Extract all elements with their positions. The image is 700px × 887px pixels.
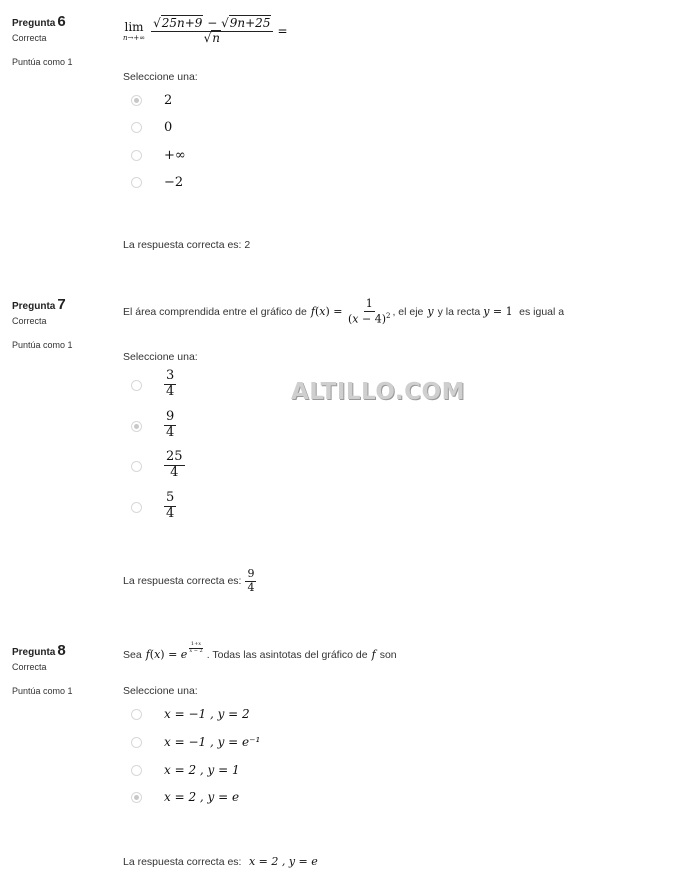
answer-option[interactable] bbox=[123, 704, 423, 724]
correct-answer-feedback bbox=[123, 568, 256, 594]
answer-option[interactable] bbox=[123, 490, 423, 526]
feedback-text: La respuesta correcta es: bbox=[123, 575, 242, 588]
denominator: 4 bbox=[166, 383, 175, 399]
denominator: 4 bbox=[170, 464, 179, 480]
question-number-value: 7 bbox=[57, 296, 66, 313]
question-prompt: El área comprendida entre el gráfico de f ( x ) = $\frac{1}{(x - 4)^2}$ , el eje y y la recta y = 1 es igual a bbox=[123, 297, 565, 326]
radio-button[interactable] bbox=[131, 421, 142, 432]
prompt-text: , el eje bbox=[392, 305, 424, 318]
answer-option[interactable] bbox=[123, 117, 423, 137]
correct-answer-feedback bbox=[123, 852, 318, 870]
radio-button[interactable] bbox=[131, 709, 142, 720]
answer-option[interactable] bbox=[123, 368, 423, 404]
option-label: 0 bbox=[164, 119, 173, 135]
option-label: x = 2 , y = e bbox=[164, 790, 240, 804]
option-fraction bbox=[164, 369, 176, 400]
question-prompt-formula: lim n→+∞ $\frac{√25n+9 - √9n+25}{√n}$ = bbox=[123, 16, 288, 45]
radio-button[interactable] bbox=[131, 737, 142, 748]
question-label: Pregunta bbox=[12, 301, 56, 312]
numerator: 3 bbox=[166, 368, 175, 383]
feedback-text: La respuesta correcta es: bbox=[123, 856, 242, 868]
question-info bbox=[12, 11, 112, 67]
option-fraction bbox=[164, 491, 176, 522]
question-number-value: 8 bbox=[57, 642, 66, 659]
prompt-text: El área comprendida entre el gráfico de bbox=[123, 305, 307, 318]
option-fraction bbox=[164, 450, 185, 481]
question-number bbox=[12, 640, 112, 662]
answer-option[interactable] bbox=[123, 145, 423, 165]
watermark: ALTILLO.COM bbox=[291, 379, 465, 405]
numerator: 9 bbox=[247, 567, 255, 580]
question-state: Correcta bbox=[12, 662, 47, 672]
function-fraction: $\frac{1}{(x - 4)^2}$ bbox=[347, 297, 391, 326]
question-info bbox=[12, 640, 112, 696]
question-grade: Puntúa como 1 bbox=[12, 57, 73, 67]
select-label: Seleccione una: bbox=[123, 351, 198, 363]
radio-button[interactable] bbox=[131, 177, 142, 188]
question-prompt: Sea f ( x ) = e $\frac{1+x}{x - 2}$ . Todas las asintotas del gráfico de f son bbox=[123, 641, 397, 661]
answer-option[interactable] bbox=[123, 172, 423, 192]
prompt-text: y la recta bbox=[437, 305, 481, 318]
option-label: x = −1 , y = e⁻¹ bbox=[164, 735, 261, 749]
numerator: 25 bbox=[166, 449, 183, 464]
question-number bbox=[12, 11, 112, 33]
denominator: 4 bbox=[166, 505, 175, 521]
answer-option[interactable] bbox=[123, 760, 423, 780]
option-label: +∞ bbox=[164, 147, 186, 163]
question-number-value: 6 bbox=[57, 13, 66, 30]
answer-formula: x = 2 , y = e bbox=[248, 855, 318, 868]
option-label: −2 bbox=[164, 174, 184, 190]
option-label: 2 bbox=[164, 92, 173, 108]
radio-button[interactable] bbox=[131, 95, 142, 106]
prompt-text: . Todas las asintotas del gráfico de bbox=[206, 648, 368, 661]
question-label: Pregunta bbox=[12, 647, 56, 658]
radio-button[interactable] bbox=[131, 122, 142, 133]
select-label: Seleccione una: bbox=[123, 71, 198, 83]
question-grade: Puntúa como 1 bbox=[12, 686, 73, 696]
radio-button[interactable] bbox=[131, 502, 142, 513]
answer-option[interactable] bbox=[123, 449, 423, 485]
question-state: Correcta bbox=[12, 316, 47, 326]
prompt-text: son bbox=[379, 648, 397, 661]
radio-button[interactable] bbox=[131, 765, 142, 776]
answer-option[interactable] bbox=[123, 90, 423, 110]
denominator: 4 bbox=[166, 424, 175, 440]
question-label: Pregunta bbox=[12, 18, 56, 29]
numerator: 5 bbox=[166, 490, 175, 505]
select-label: Seleccione una: bbox=[123, 685, 198, 697]
answer-option[interactable] bbox=[123, 409, 423, 445]
prompt-text: es igual a bbox=[519, 305, 565, 318]
option-fraction bbox=[164, 410, 176, 441]
option-label: x = −1 , y = 2 bbox=[164, 707, 250, 721]
question-grade: Puntúa como 1 bbox=[12, 340, 73, 350]
answer-option[interactable] bbox=[123, 787, 423, 807]
question-number bbox=[12, 294, 112, 316]
question-info bbox=[12, 294, 112, 350]
prompt-text: Sea bbox=[123, 648, 142, 661]
denominator: 4 bbox=[247, 580, 255, 594]
answer-option[interactable] bbox=[123, 732, 423, 752]
answer-fraction bbox=[245, 568, 256, 594]
question-state: Correcta bbox=[12, 33, 47, 43]
radio-button[interactable] bbox=[131, 461, 142, 472]
radio-button[interactable] bbox=[131, 380, 142, 391]
radio-button[interactable] bbox=[131, 792, 142, 803]
correct-answer-feedback: La respuesta correcta es: 2 bbox=[123, 239, 251, 251]
option-label: x = 2 , y = 1 bbox=[164, 763, 240, 777]
numerator: 9 bbox=[166, 409, 175, 424]
radio-button[interactable] bbox=[131, 150, 142, 161]
